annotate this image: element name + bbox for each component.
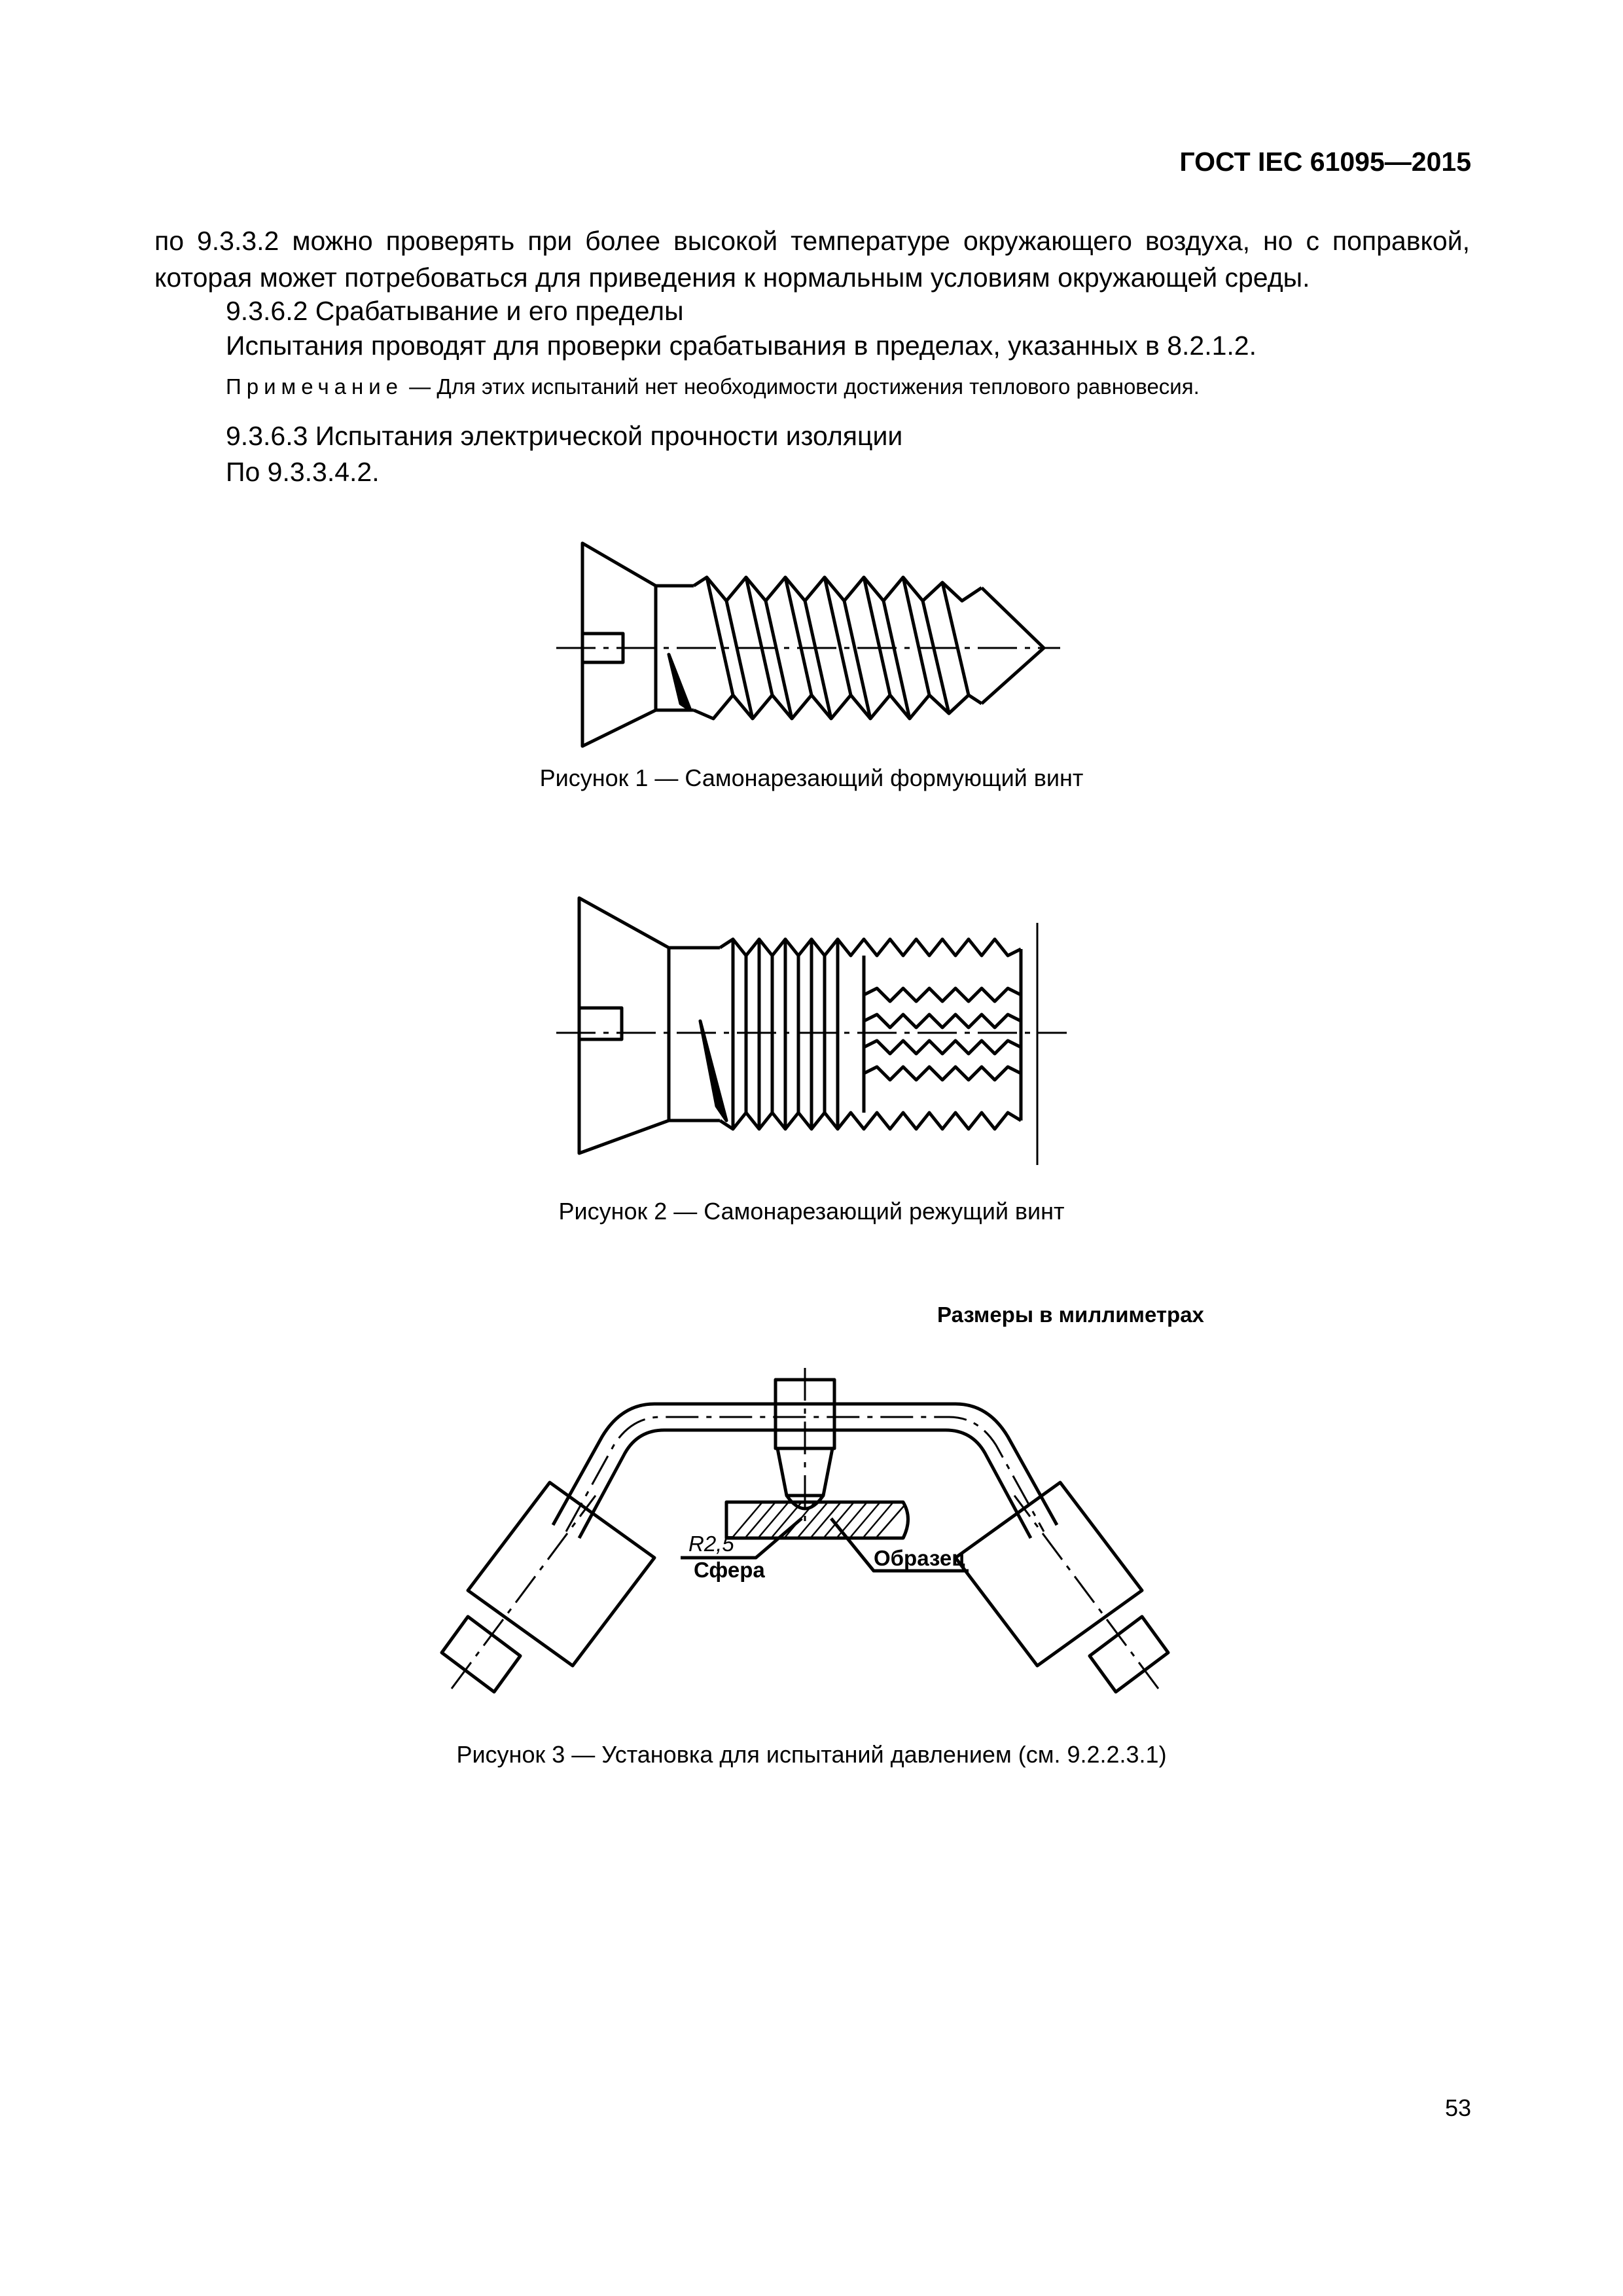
figure-2-thread-cutting-screw — [556, 890, 1067, 1165]
section-9-3-6-3-text: По 9.3.3.4.2. — [226, 457, 380, 487]
note-text: — Для этих испытаний нет необходимости достижения теплового равновесия. — [403, 374, 1200, 399]
figure-1-caption: Рисунок 1 — Самонарезающий формующий винт — [539, 764, 1084, 791]
figure-2-caption: Рисунок 2 — Самонарезающий режущий винт — [558, 1198, 1065, 1225]
document-header: ГОСТ IEC 61095—2015 — [1179, 147, 1471, 177]
figure-3-pressure-test-apparatus — [406, 1361, 1217, 1702]
figure-3-units-note: Размеры в миллиметрах — [937, 1302, 1204, 1327]
section-9-3-6-3-title: 9.3.6.3 Испытания электрической прочности изоляции — [226, 421, 903, 451]
section-9-3-6-2-title: 9.3.6.2 Срабатывание и его пределы — [226, 296, 684, 326]
section-9-3-6-2-text: Испытания проводят для проверки срабатывания в пределах, указанных в 8.2.1.2. — [226, 331, 1257, 361]
note — [226, 374, 1200, 399]
figure-3-caption: Рисунок 3 — Установка для испытаний давлением (см. 9.2.2.3.1) — [456, 1741, 1167, 1768]
paragraph-continuation: по 9.3.3.2 можно проверять при более высокой температуре окружающего воздуха, но с поправкой, которая может потребоваться для приведения к нормальным условиям окружающей среды. — [154, 226, 1470, 293]
sphere-label: Сфера — [694, 1558, 765, 1582]
page-number: 53 — [1444, 2094, 1471, 2121]
sample-label: Образец — [874, 1546, 965, 1570]
radius-label: R2,5 — [688, 1532, 734, 1556]
figure-1-thread-forming-screw — [556, 537, 1067, 759]
note-label: Примечание — [226, 374, 404, 399]
